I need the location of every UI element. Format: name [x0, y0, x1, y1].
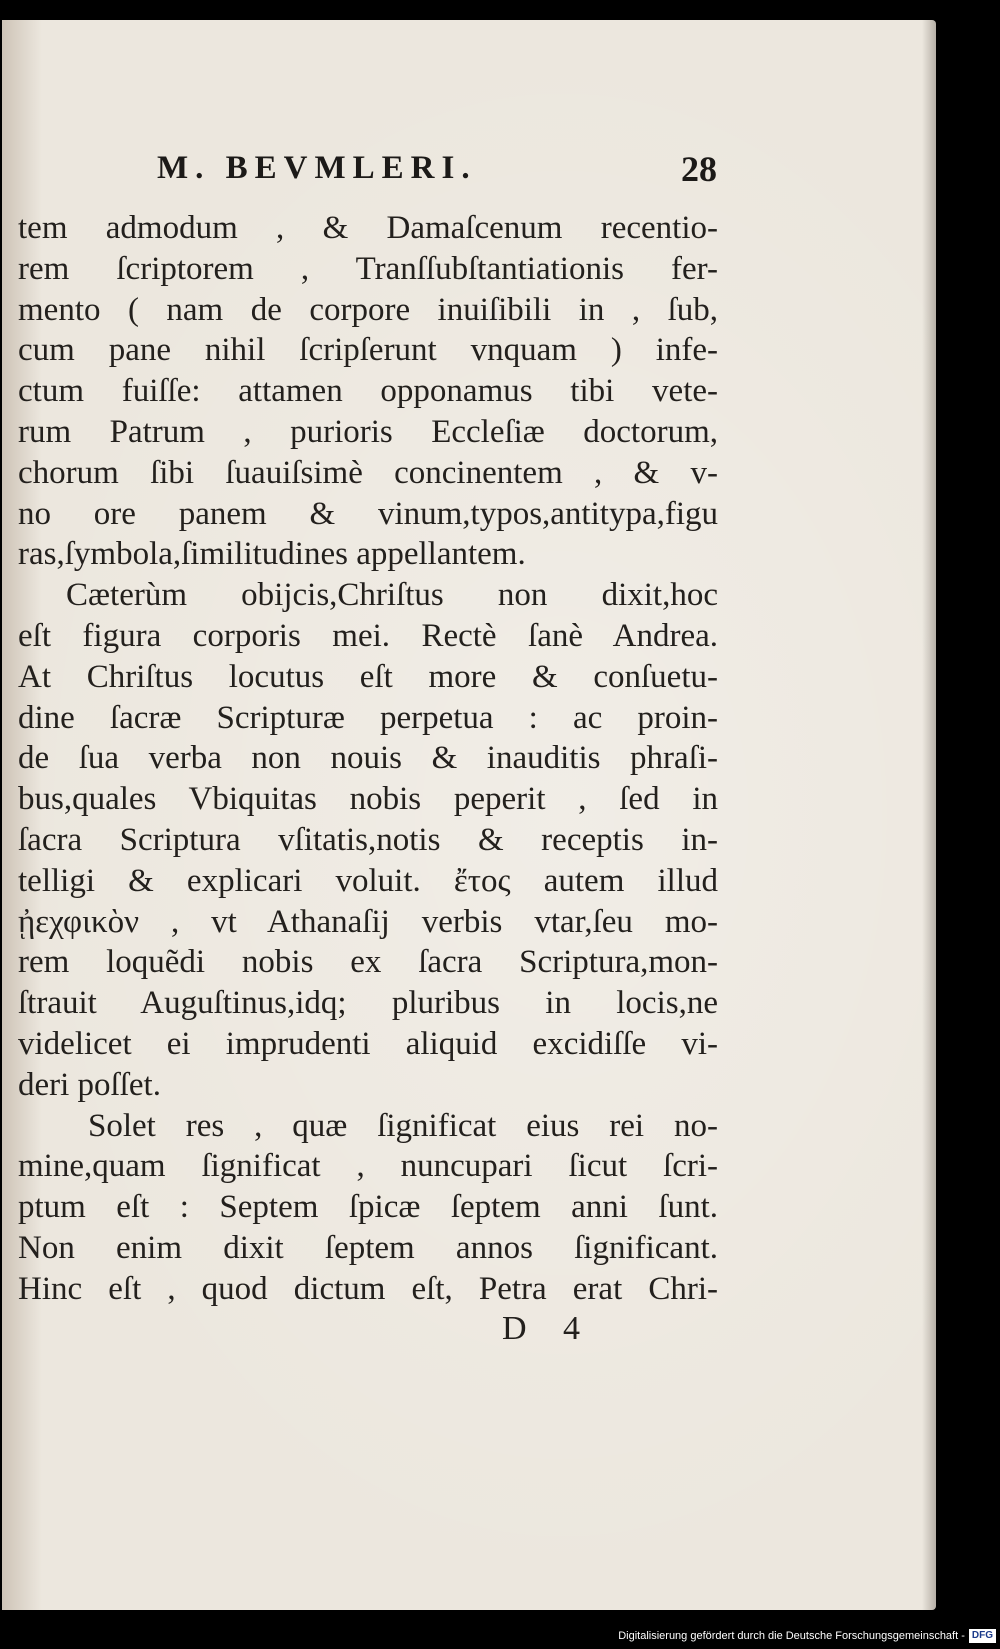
text-line: de ſua verba non nouis & inauditis phraſi- — [18, 740, 718, 777]
text-line: rem ſcriptorem , Tranſſubſtantiationis fer- — [18, 250, 718, 287]
text-line: Non enim dixit ſeptem annos ſignificant. — [18, 1229, 718, 1266]
text-line: ᾐεχφικὸν , vt Athanaſij verbis vtar,ſeu mo- — [18, 903, 718, 940]
text-line: mento ( nam de corpore inuiſibili in , ſub, — [18, 291, 718, 328]
text-line: Solet res , quæ ſignificat eius rei no- — [88, 1107, 718, 1144]
page-header — [157, 150, 717, 200]
text-line: At Chriſtus locutus eſt more & conſuetu- — [18, 658, 718, 695]
text-line: videlicet ei imprudenti aliquid excidiſſe vi- — [18, 1025, 718, 1062]
text-line: no ore panem & vinum,typos,antitypa,figu — [18, 495, 718, 532]
text-line: cum pane nihil ſcripſerunt vnquam ) infe- — [18, 332, 718, 369]
text-line: eſt figura corporis mei. Rectè ſanè Andrea. — [18, 617, 718, 654]
text-line: telligi & explicari voluit. ἔτος autem illud — [18, 862, 718, 899]
text-line: mine,quam ſignificat , nuncupari ſicut ſcri- — [18, 1148, 718, 1185]
page-number: 28 — [681, 149, 717, 189]
signature-mark: D 4 — [502, 1310, 595, 1347]
text-line: tem admodum , & Damaſcenum recentio- — [18, 210, 718, 246]
text-line: ctum fuiſſe: attamen opponamus tibi vete- — [18, 373, 718, 410]
text-line: dine ſacræ Scripturæ perpetua : ac proin- — [18, 699, 718, 736]
text-line: rum Patrum , purioris Eccleſiæ doctorum, — [18, 413, 718, 450]
credit-text: Digitalisierung gefördert durch die Deutsche Forschungsgemeinschaft - — [618, 1630, 965, 1642]
body-text — [18, 208, 718, 1310]
book-page — [2, 20, 936, 1610]
text-line: Cæterùm obijcis,Chriſtus non dixit,hoc — [66, 577, 718, 614]
text-line: ptum eſt : Septem ſpicæ ſeptem anni ſunt. — [18, 1189, 718, 1226]
digitization-credit — [618, 1625, 996, 1647]
dfg-logo: DFG — [969, 1629, 996, 1643]
text-line: ſtrauit Auguſtinus,idq; pluribus in locis,ne — [18, 985, 718, 1022]
text-line: rem loquẽdi nobis ex ſacra Scriptura,mon- — [18, 944, 718, 981]
text-line: Hinc eſt , quod dictum eſt, Petra erat Chri- — [18, 1270, 718, 1307]
text-line: ſacra Scriptura vſitatis,notis & receptis in- — [18, 821, 718, 858]
running-head: M. BEVMLERI. — [157, 150, 477, 186]
text-line: bus,quales Vbiquitas nobis peperit , ſed in — [18, 781, 718, 818]
text-line: chorum ſibi ſuauiſsimè concinentem , & v- — [18, 454, 718, 491]
text-line: deri poſſet. — [18, 1066, 161, 1103]
text-line: ras,ſymbola,ſimilitudines appellantem. — [18, 536, 526, 573]
